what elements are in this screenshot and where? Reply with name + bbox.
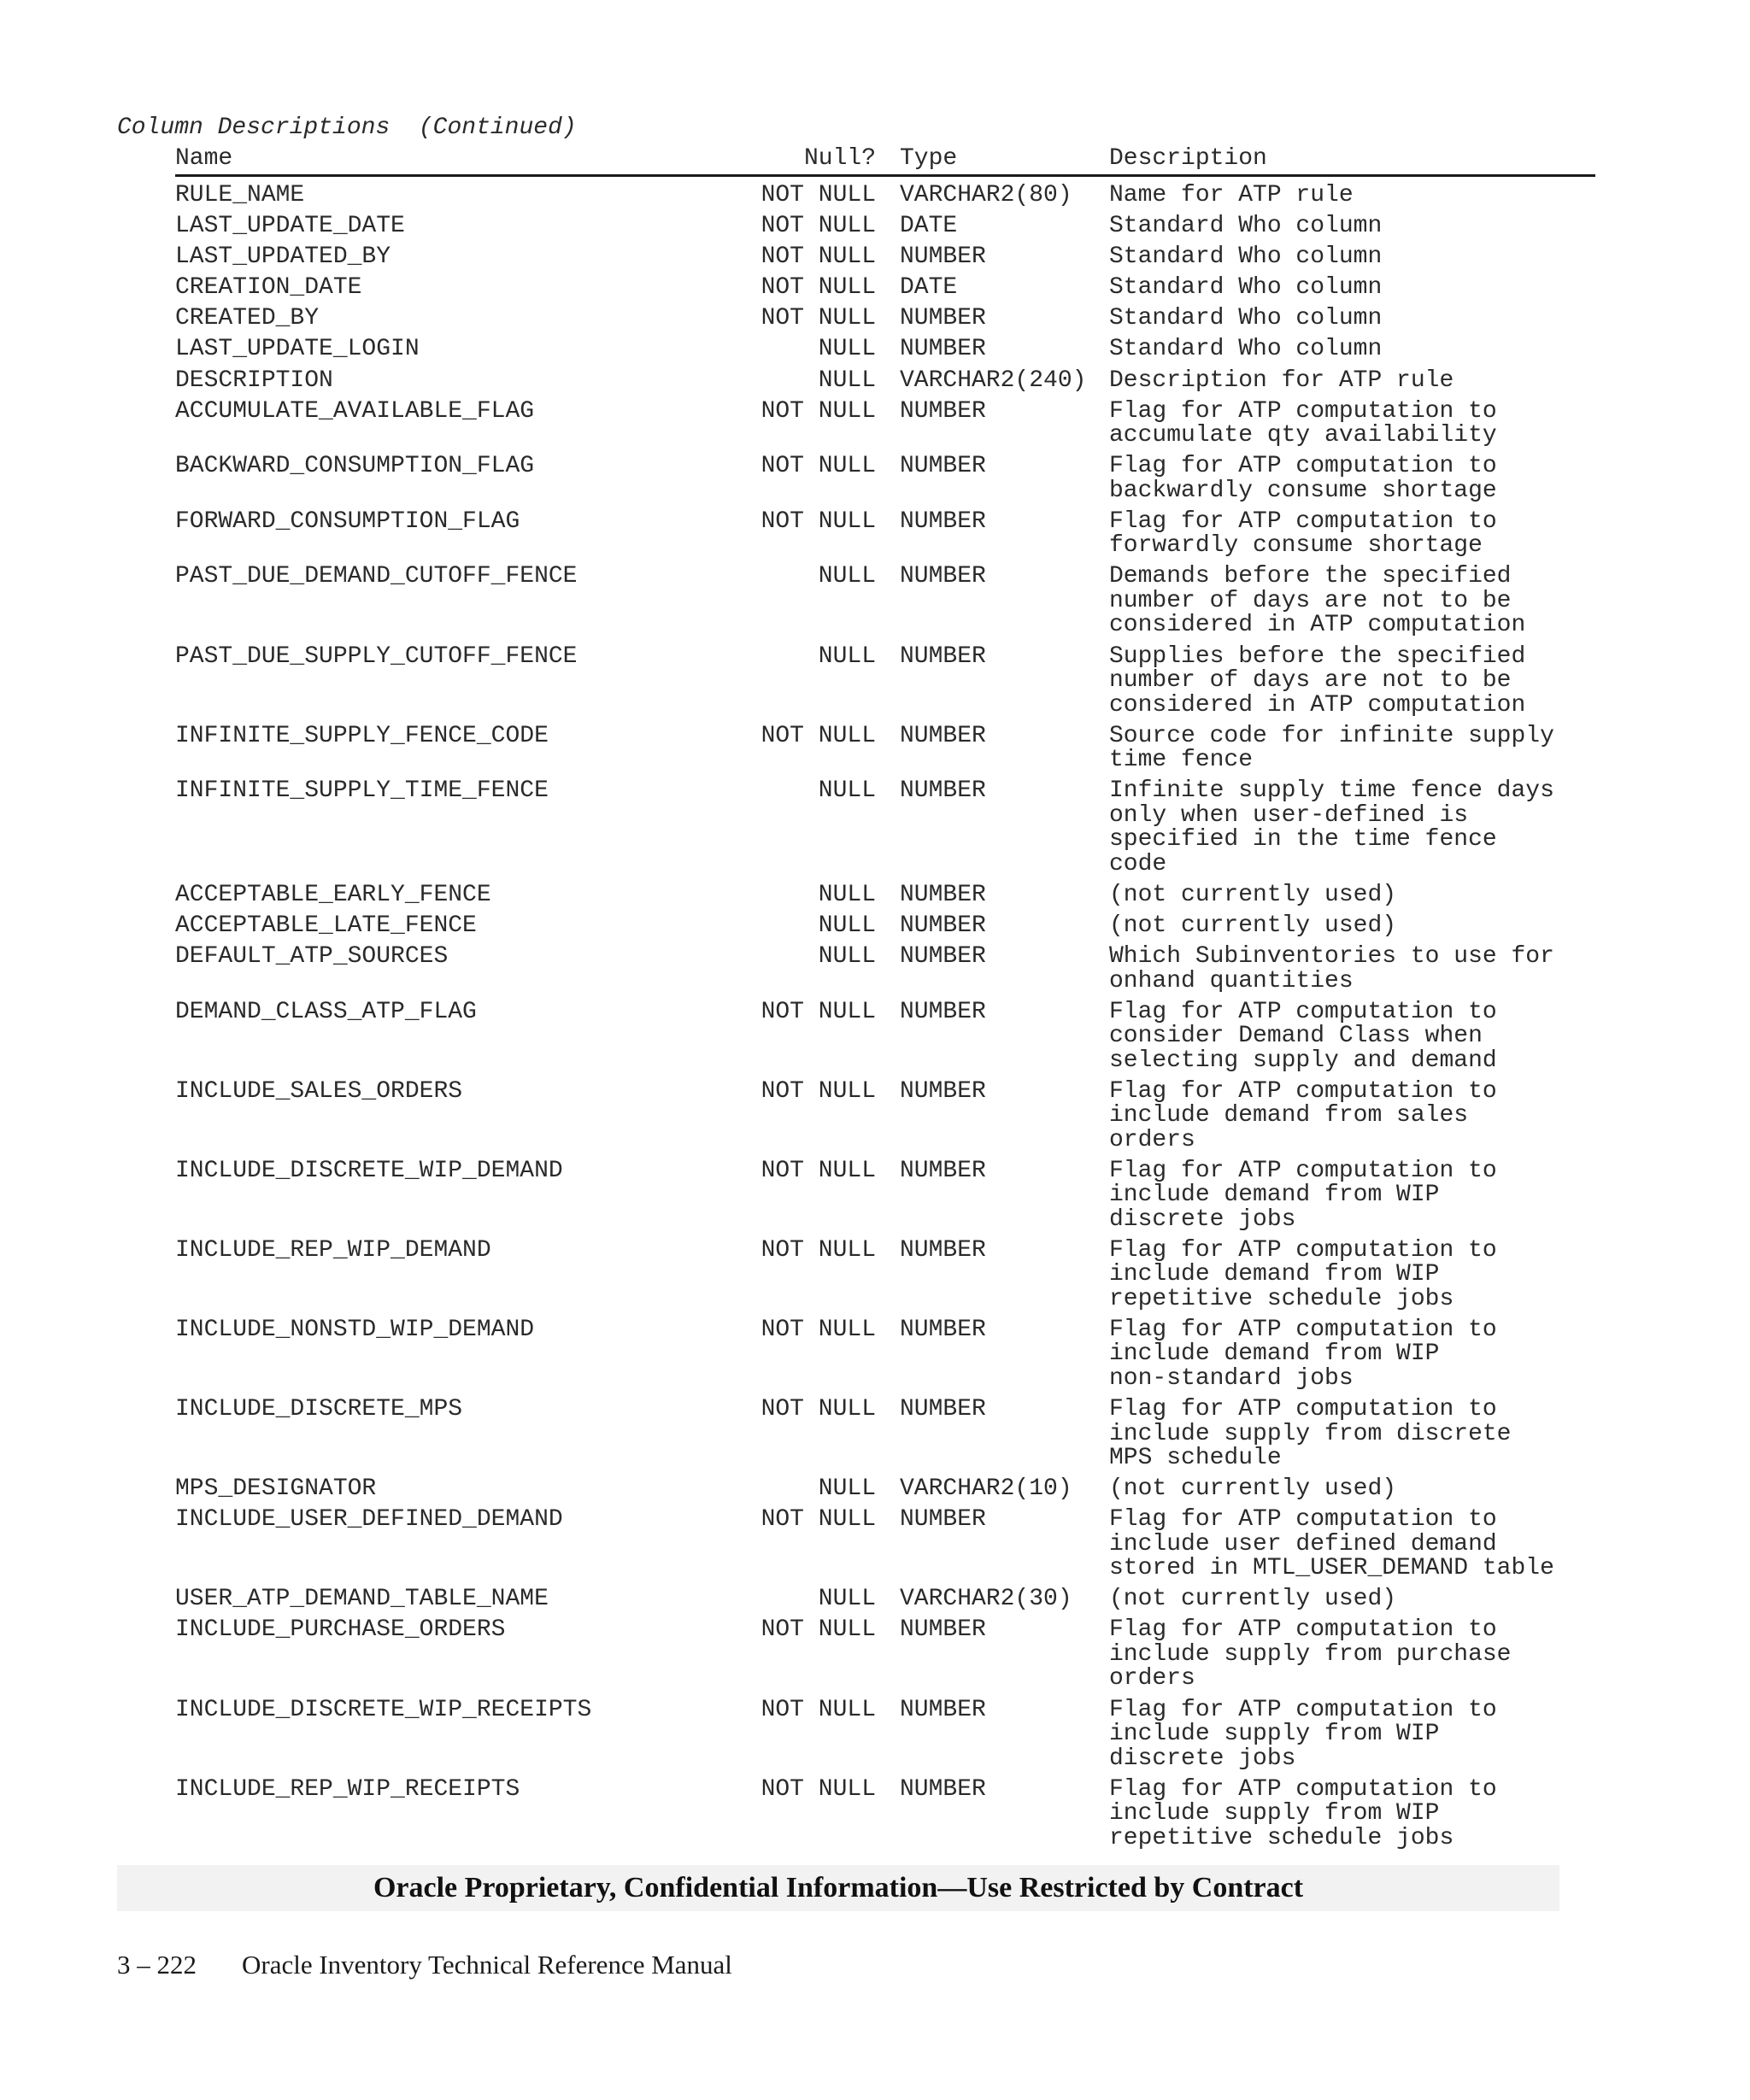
column-name: BACKWARD_CONSUMPTION_FLAG — [175, 453, 535, 480]
column-name: ACCEPTABLE_EARLY_FENCE — [175, 881, 491, 908]
column-description: Flag for ATP computation to include supply from WIP repetitive schedule jobs — [1109, 1775, 1497, 1851]
column-description: Demands before the specified number of days are not to be considered in ATP computation — [1109, 563, 1526, 639]
manual-title: Oracle Inventory Technical Reference Manual — [242, 1950, 732, 1980]
column-description: Description for ATP rule — [1109, 367, 1454, 394]
table-row — [175, 565, 1595, 638]
column-nullability: NOT NULL — [760, 998, 876, 1025]
column-nullability: NULL — [818, 1586, 876, 1613]
table-row — [175, 1000, 1595, 1074]
column-name: INCLUDE_USER_DEFINED_DEMAND — [175, 1506, 563, 1534]
column-description: Standard Who column — [1109, 213, 1383, 240]
column-type: NUMBER — [900, 243, 986, 271]
column-nullability: NULL — [818, 943, 876, 970]
table-row — [175, 276, 1595, 301]
column-name: LAST_UPDATED_BY — [175, 243, 391, 271]
column-name: INCLUDE_DISCRETE_WIP_RECEIPTS — [175, 1696, 592, 1723]
column-type: NUMBER — [900, 305, 986, 332]
column-type: NUMBER — [900, 998, 986, 1025]
column-name: LAST_UPDATE_DATE — [175, 213, 405, 240]
column-nullability: NOT NULL — [760, 305, 876, 332]
column-name: INCLUDE_NONSTD_WIP_DEMAND — [175, 1316, 535, 1343]
column-descriptions-table — [175, 184, 1595, 1857]
column-description: Flag for ATP computation to include supply from discrete MPS schedule — [1109, 1396, 1512, 1472]
table-row — [175, 779, 1595, 877]
column-description: (not currently used) — [1109, 912, 1397, 939]
table-row — [175, 307, 1595, 331]
column-name: RULE_NAME — [175, 182, 305, 208]
table-row — [175, 1775, 1595, 1851]
table-row — [175, 245, 1595, 270]
column-nullability: NOT NULL — [760, 1316, 876, 1343]
column-nullability: NULL — [818, 642, 876, 670]
column-type: NUMBER — [900, 777, 986, 805]
column-nullability: NOT NULL — [760, 274, 876, 302]
column-description: Standard Who column — [1109, 305, 1383, 332]
column-name: CREATED_BY — [175, 305, 320, 332]
table-row — [175, 1587, 1595, 1612]
table-row — [175, 1398, 1595, 1471]
column-nullability: NOT NULL — [760, 213, 876, 240]
column-type: NUMBER — [900, 1236, 986, 1264]
column-type: NUMBER — [900, 943, 986, 970]
column-description: Flag for ATP computation to include user defined demand stored in MTL_USER_DEMAND table — [1109, 1506, 1554, 1582]
column-type: NUMBER — [900, 1775, 986, 1803]
column-name: INCLUDE_REP_WIP_DEMAND — [175, 1236, 491, 1264]
column-nullability: NOT NULL — [760, 397, 876, 425]
column-nullability: NULL — [818, 1475, 876, 1503]
column-type: NUMBER — [900, 1696, 986, 1723]
column-type: NUMBER — [900, 642, 986, 670]
column-type: NUMBER — [900, 453, 986, 480]
table-row — [175, 1508, 1595, 1581]
column-type: NUMBER — [900, 912, 986, 939]
column-name: INCLUDE_DISCRETE_WIP_DEMAND — [175, 1157, 563, 1184]
column-description: Standard Who column — [1109, 243, 1383, 271]
column-type: VARCHAR2(30) — [900, 1586, 1072, 1613]
column-name: DESCRIPTION — [175, 367, 333, 394]
column-name: FORWARD_CONSUMPTION_FLAG — [175, 507, 520, 535]
column-nullability: NOT NULL — [760, 1077, 876, 1105]
column-nullability: NOT NULL — [760, 1696, 876, 1723]
column-type: DATE — [900, 213, 958, 240]
column-name: DEFAULT_ATP_SOURCES — [175, 943, 449, 970]
column-type: NUMBER — [900, 336, 986, 363]
column-name: INCLUDE_SALES_ORDERS — [175, 1077, 463, 1105]
column-type: NUMBER — [900, 563, 986, 590]
column-description: Flag for ATP computation to forwardly consume shortage — [1109, 507, 1497, 560]
column-nullability: NOT NULL — [760, 1157, 876, 1184]
column-type: NUMBER — [900, 397, 986, 425]
column-name: USER_ATP_DEMAND_TABLE_NAME — [175, 1586, 549, 1613]
column-nullability: NOT NULL — [760, 1616, 876, 1644]
column-description: Source code for infinite supply time fence — [1109, 722, 1554, 774]
column-name: ACCEPTABLE_LATE_FENCE — [175, 912, 477, 939]
header-type: Type — [900, 145, 958, 172]
column-name: DEMAND_CLASS_ATP_FLAG — [175, 998, 477, 1025]
table-row — [175, 1236, 1595, 1312]
table-row — [175, 1477, 1595, 1502]
column-description: Flag for ATP computation to include demand from WIP discrete jobs — [1109, 1157, 1497, 1233]
page-footer — [117, 1950, 732, 1980]
table-row — [175, 1698, 1595, 1772]
column-nullability: NOT NULL — [760, 722, 876, 749]
column-nullability: NULL — [818, 881, 876, 908]
table-row — [175, 369, 1595, 394]
column-name: INFINITE_SUPPLY_FENCE_CODE — [175, 722, 549, 749]
header-description: Description — [1109, 145, 1267, 172]
table-row — [175, 184, 1595, 208]
column-name: MPS_DESIGNATOR — [175, 1475, 377, 1503]
table-row — [175, 945, 1595, 994]
column-type: NUMBER — [900, 507, 986, 535]
column-description: Supplies before the specified number of days are not to be considered in ATP computation — [1109, 642, 1526, 719]
header-null: Null? — [803, 145, 876, 172]
column-nullability: NULL — [818, 777, 876, 805]
column-description: Flag for ATP computation to include demand from WIP non-standard jobs — [1109, 1316, 1497, 1392]
column-description: Flag for ATP computation to accumulate qty availability — [1109, 397, 1497, 449]
column-nullability: NOT NULL — [760, 507, 876, 535]
column-type: VARCHAR2(240) — [900, 367, 1087, 394]
column-description: Flag for ATP computation to include supply from purchase orders — [1109, 1616, 1512, 1692]
column-nullability: NULL — [818, 367, 876, 394]
column-name: PAST_DUE_DEMAND_CUTOFF_FENCE — [175, 563, 578, 590]
column-name: CREATION_DATE — [175, 274, 362, 302]
table-row — [175, 642, 1595, 719]
column-name: INCLUDE_REP_WIP_RECEIPTS — [175, 1775, 520, 1803]
column-description: Which Subinventories to use for onhand quantities — [1109, 943, 1554, 994]
column-nullability: NOT NULL — [760, 1775, 876, 1803]
table-row — [175, 337, 1595, 362]
column-name: INCLUDE_DISCRETE_MPS — [175, 1396, 463, 1423]
section-title: Column Descriptions (Continued) — [117, 114, 577, 141]
table-row — [175, 455, 1595, 503]
column-description: Standard Who column — [1109, 336, 1383, 363]
column-name: PAST_DUE_SUPPLY_CUTOFF_FENCE — [175, 642, 578, 670]
table-row — [175, 397, 1595, 449]
table-row — [175, 1077, 1595, 1153]
column-type: NUMBER — [900, 1616, 986, 1644]
column-description: Flag for ATP computation to consider Demand Class when selecting supply and demand — [1109, 998, 1497, 1074]
column-description: Flag for ATP computation to include demand from WIP repetitive schedule jobs — [1109, 1236, 1497, 1312]
column-nullability: NOT NULL — [760, 1506, 876, 1534]
column-description: Flag for ATP computation to include demand from sales orders — [1109, 1077, 1497, 1153]
confidentiality-banner: Oracle Proprietary, Confidential Information––Use Restricted by Contract — [117, 1865, 1559, 1911]
column-type: VARCHAR2(10) — [900, 1475, 1072, 1503]
page-number: 3 – 222 — [117, 1950, 197, 1980]
table-header — [175, 145, 1595, 177]
column-type: NUMBER — [900, 1506, 986, 1534]
column-description: Infinite supply time fence days only when user-defined is specified in the time fence code — [1109, 777, 1554, 877]
column-name: INFINITE_SUPPLY_TIME_FENCE — [175, 777, 549, 805]
header-name: Name — [175, 145, 233, 172]
column-description: Flag for ATP computation to backwardly consume shortage — [1109, 453, 1497, 504]
column-type: NUMBER — [900, 1396, 986, 1423]
column-description: Standard Who column — [1109, 274, 1383, 302]
column-type: NUMBER — [900, 722, 986, 749]
column-nullability: NOT NULL — [760, 1236, 876, 1264]
column-description: (not currently used) — [1109, 1586, 1397, 1613]
column-description: Name for ATP rule — [1109, 182, 1354, 208]
table-row — [175, 507, 1595, 560]
column-name: ACCUMULATE_AVAILABLE_FLAG — [175, 397, 535, 425]
column-description: (not currently used) — [1109, 881, 1397, 908]
column-type: VARCHAR2(80) — [900, 182, 1072, 208]
column-type: NUMBER — [900, 1077, 986, 1105]
table-row — [175, 724, 1595, 773]
table-row — [175, 1618, 1595, 1692]
column-type: NUMBER — [900, 1316, 986, 1343]
table-row — [175, 914, 1595, 939]
column-type: NUMBER — [900, 1157, 986, 1184]
column-name: INCLUDE_PURCHASE_ORDERS — [175, 1616, 506, 1644]
column-nullability: NOT NULL — [760, 1396, 876, 1423]
table-row — [175, 1159, 1595, 1233]
column-type: NUMBER — [900, 881, 986, 908]
table-row — [175, 883, 1595, 908]
column-nullability: NULL — [818, 563, 876, 590]
column-nullability: NOT NULL — [760, 182, 876, 208]
column-description: (not currently used) — [1109, 1475, 1397, 1503]
column-nullability: NOT NULL — [760, 453, 876, 480]
column-description: Flag for ATP computation to include supply from WIP discrete jobs — [1109, 1696, 1497, 1772]
column-type: DATE — [900, 274, 958, 302]
column-nullability: NULL — [818, 912, 876, 939]
column-nullability: NULL — [818, 336, 876, 363]
table-row — [175, 1318, 1595, 1392]
column-name: LAST_UPDATE_LOGIN — [175, 336, 420, 363]
column-nullability: NOT NULL — [760, 243, 876, 271]
table-row — [175, 214, 1595, 239]
